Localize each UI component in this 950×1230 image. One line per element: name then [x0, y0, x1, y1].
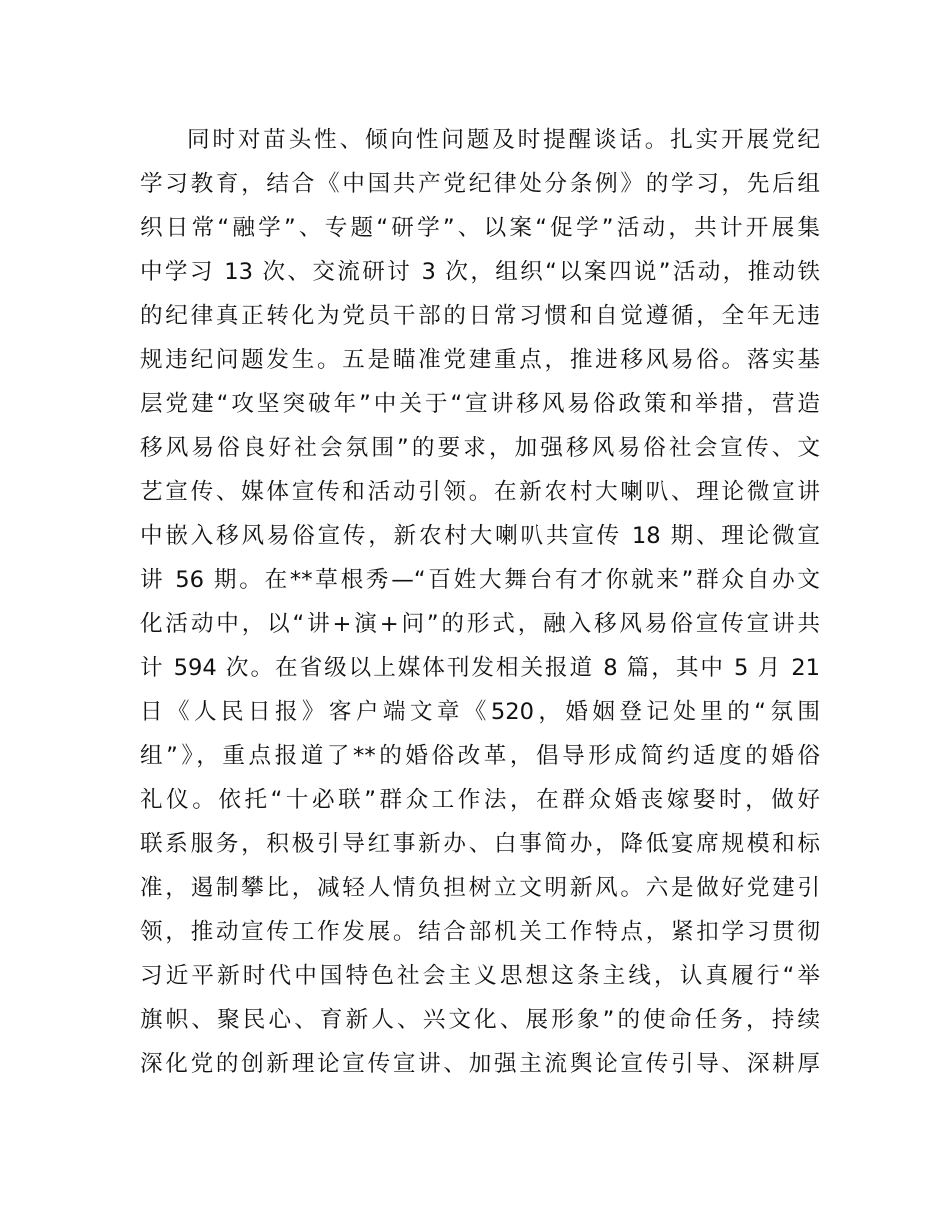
text-line: 旗帜、聚民心、育新人、兴文化、展形象”的使命任务，持续 [140, 1007, 820, 1033]
text-line: 规违纪问题发生。五是瞄准党建重点，推进移风易俗。落实基 [140, 347, 820, 373]
text-line: 日《人民日报》客户端文章《520，婚姻登记处里的“氛围 [140, 699, 820, 725]
text-line: 的纪律真正转化为党员干部的日常习惯和自觉遵循，全年无违 [140, 303, 820, 329]
text-line: 中学习 13 次、交流研讨 3 次，组织“以案四说”活动，推动铁 [140, 259, 820, 285]
text-line: 织日常“融学”、专题“研学”、以案“促学”活动，共计开展集 [140, 215, 820, 241]
text-line: 习近平新时代中国特色社会主义思想这条主线，认真履行“举 [140, 963, 820, 989]
text-line: 移风易俗良好社会氛围”的要求，加强移风易俗社会宣传、文 [140, 435, 820, 461]
text-line: 礼仪。依托“十必联”群众工作法，在群众婚丧嫁娶时，做好 [140, 787, 820, 813]
text-line: 同时对苗头性、倾向性问题及时提醒谈话。扎实开展党纪 [187, 127, 820, 153]
text-line: 联系服务，积极引导红事新办、白事简办，降低宴席规模和标 [140, 831, 820, 857]
text-line: 层党建“攻坚突破年”中关于“宣讲移风易俗政策和举措，营造 [140, 391, 820, 417]
text-line: 化活动中，以“讲+演+问”的形式，融入移风易俗宣传宣讲共 [140, 611, 820, 637]
text-line: 计 594 次。在省级以上媒体刊发相关报道 8 篇，其中 5 月 21 [140, 655, 820, 681]
text-line: 组”》，重点报道了**的婚俗改革，倡导形成简约适度的婚俗 [140, 743, 820, 769]
text-line: 中嵌入移风易俗宣传，新农村大喇叭共宣传 18 期、理论微宣 [140, 523, 820, 549]
text-line: 艺宣传、媒体宣传和活动引领。在新农村大喇叭、理论微宣讲 [140, 479, 820, 505]
text-line: 讲 56 期。在**草根秀—“百姓大舞台有才你就来”群众自办文 [140, 567, 820, 593]
text-line: 学习教育，结合《中国共产党纪律处分条例》的学习，先后组 [140, 171, 820, 197]
text-line: 深化党的创新理论宣传宣讲、加强主流舆论宣传引导、深耕厚 [140, 1051, 820, 1077]
text-line: 领，推动宣传工作发展。结合部机关工作特点，紧扣学习贯彻 [140, 919, 820, 945]
body-paragraph [140, 118, 820, 1086]
text-line: 准，遏制攀比，减轻人情负担树立文明新风。六是做好党建引 [140, 875, 820, 901]
